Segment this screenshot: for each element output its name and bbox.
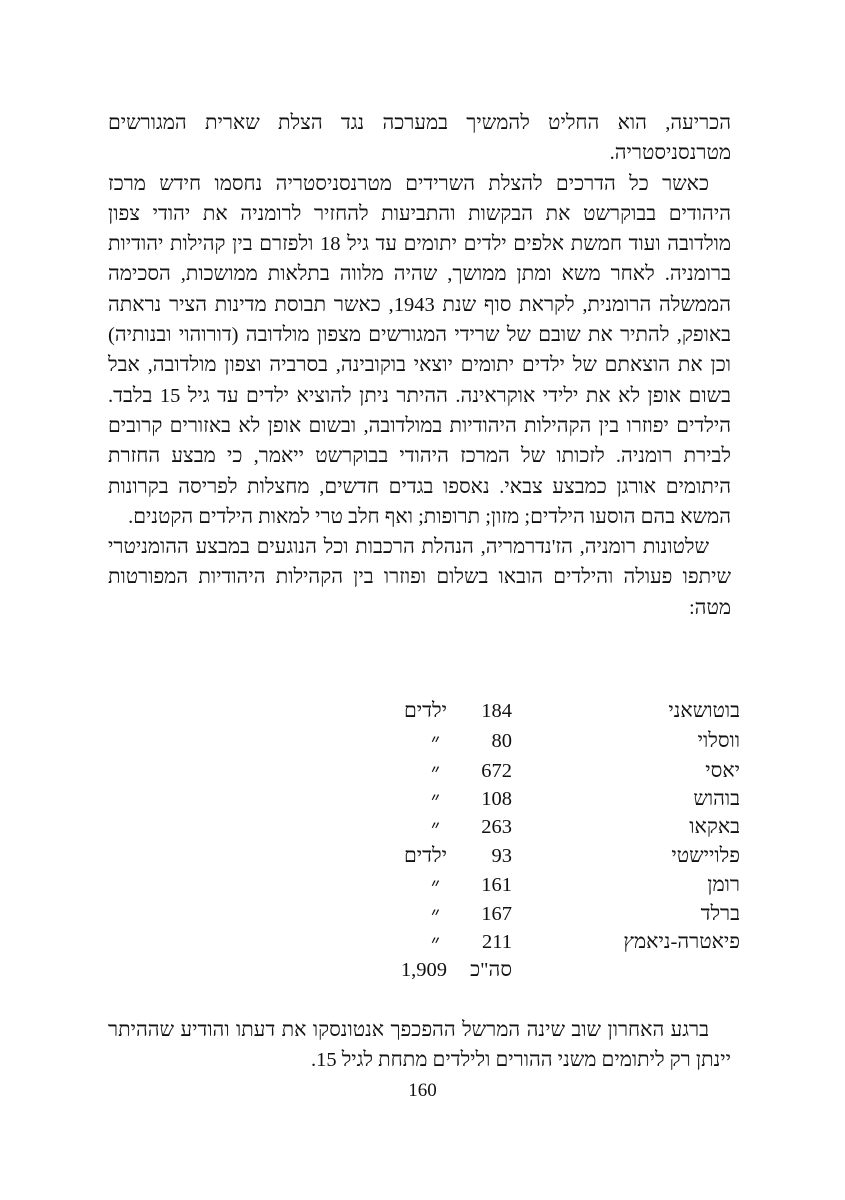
children-unit: ילדים — [404, 700, 447, 722]
ditto-mark: ״ — [430, 730, 440, 756]
ditto-mark: ״ — [430, 874, 440, 900]
ditto-mark: ״ — [430, 788, 440, 814]
children-count: 211 — [482, 931, 512, 953]
city-name: בוהוש — [693, 788, 740, 810]
city-name: באקאו — [689, 816, 740, 838]
total-value: 1,909 — [400, 959, 447, 981]
children-count: 184 — [481, 700, 512, 722]
ditto-mark: ״ — [430, 760, 440, 786]
table-row — [380, 845, 740, 874]
children-count: 93 — [491, 845, 512, 867]
table-row — [380, 760, 740, 789]
city-name: ווסלוי — [697, 730, 740, 752]
city-name: פלויישטי — [671, 845, 740, 867]
paragraph-2: כאשר כל הדרכים להצלת השרידים מטרנסניסטריה נחסמו חידש מרכז היהודים בבוקרשט את הבקשות והתביעות להחזיר לרומניה את יהודי צפון מולדובה ועוד חמשת אלפים ילדים יתומים עד גיל 18 ולפזרם בין קהילות יהודיות ברומניה. לאחר משא ומתן ממושך, שהיה מלווה בתלאות ממושכות, הסכימה הממשלה הרומנית, לקראת סוף שנת 1943, כאשר תבוסת מדינות הציר נראתה באופק, להתיר את שובם של שרידי המגורשים מצפון מולדובה (דורוהוי ובנותיה) וכן את הוצאתם של ילדים יתומים יוצאי בוקובינה, בסרביה וצפון מולדובה, אבל בשום אופן לא את ילידי אוקראינה. ההיתר ניתן להוציא ילדים עד גיל 15 בלבד. הילדים יפוזרו בין הקהילות היהודיות במולדובה, ובשום אופן לא באזורים קרובים לבירת רומניה. לזכותו של המרכז היהודי בבוקרשט ייאמר, כי מבצע החזרת היתומים אורגן כמבצע צבאי. נאספו בגדים חדשים, מחצלות לפריסה בקרונות המשא בהם הוסעו הילדים; מזון; תרופות; ואף חלב טרי למאות הילדים הקטנים. — [108, 172, 731, 528]
page-number: 160 — [408, 1080, 437, 1101]
ditto-mark: ״ — [430, 903, 440, 929]
table-row — [380, 700, 740, 729]
total-label: סה"כ — [470, 959, 512, 981]
children-count: 161 — [481, 874, 512, 896]
paragraph-3: שלטונות רומניה, הז'נדרמריה, הנהלת הרכבות וכל הנוגעים במבצע ההומניטרי שיתפו פעולה והילדים הובאו בשלום ופוזרו בין הקהילות היהודיות המפורטות מטה: — [108, 536, 731, 619]
table-row — [380, 788, 740, 817]
communities-table — [380, 700, 740, 990]
ditto-mark: ״ — [430, 931, 440, 957]
table-row — [380, 931, 740, 960]
city-name: רומן — [707, 874, 740, 896]
table-row — [380, 816, 740, 845]
table-row — [380, 730, 740, 759]
table-total-row — [380, 959, 740, 988]
city-name: יאסי — [705, 760, 740, 782]
children-count: 108 — [481, 788, 512, 810]
city-name: פיאטרה-ניאמץ — [623, 931, 740, 953]
paragraph-1: הכריעה, הוא החליט להמשיך במערכה נגד הצלת שארית המגורשים מטרנסניסטריה. — [108, 112, 731, 165]
city-name: בוטושאני — [668, 700, 740, 722]
children-unit: ילדים — [404, 845, 447, 867]
table-row — [380, 874, 740, 903]
children-count: 672 — [481, 760, 512, 782]
children-count: 167 — [481, 903, 512, 925]
children-count: 263 — [481, 816, 512, 838]
ditto-mark: ״ — [430, 816, 440, 842]
children-count: 80 — [491, 730, 512, 752]
final-paragraph: ברגע האחרון שוב שינה המרשל ההפכפך אנטונסקו את דעתו והודיע שההיתר יינתן רק ליתומים משני ההורים ולילדים מתחת לגיל 15. — [108, 1019, 731, 1072]
city-name: ברלד — [700, 903, 740, 925]
body-text — [108, 108, 731, 623]
table-row — [380, 903, 740, 932]
